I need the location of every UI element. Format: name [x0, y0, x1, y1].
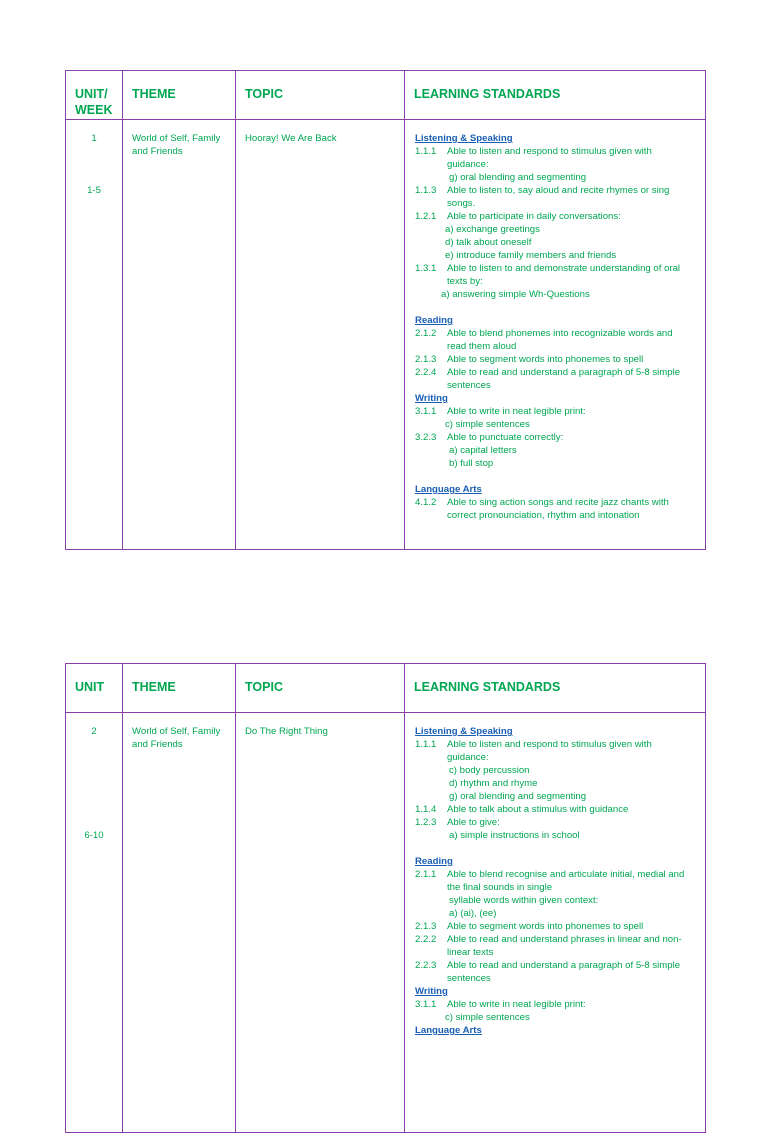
standard-item [415, 933, 701, 946]
standard-subitem: d) rhythm and rhyme [449, 778, 538, 789]
standard-item [415, 959, 701, 972]
spacer [415, 842, 701, 855]
standard-item [415, 816, 701, 829]
standard-continuation: guidance: [447, 159, 489, 170]
standard-item [415, 920, 701, 933]
standard-text: Able to read and understand a paragraph of 5-8 simple [447, 960, 681, 971]
header-standards: LEARNING STANDARDS [414, 87, 561, 101]
topic-text: Hooray! We Are Back [245, 133, 337, 144]
standard-number: 4.1.2 [415, 497, 437, 508]
header-standards-cell [405, 664, 706, 713]
standard-text: Able to blend recognise and articulate initial, medial and [447, 869, 685, 880]
header-unit: UNIT [75, 680, 105, 694]
standard-item [415, 327, 701, 340]
standard-text: Able to write in neat legible print: [447, 999, 586, 1010]
standards-cell [405, 120, 706, 550]
standard-item [415, 184, 701, 197]
header-standards-cell [405, 71, 706, 120]
header-topic: TOPIC [245, 87, 283, 101]
theme-line: World of Self, Family [132, 726, 221, 737]
section-heading: Language Arts [415, 1025, 482, 1036]
topic-text: Do The Right Thing [245, 726, 328, 737]
standard-item [415, 496, 701, 509]
standard-subitem: a) (ai), (ee) [449, 908, 497, 919]
spacer [415, 301, 701, 314]
unit-cell [66, 120, 123, 550]
standard-subitem: b) full stop [449, 458, 494, 469]
standard-number: 3.2.3 [415, 432, 437, 443]
spacer [415, 470, 701, 483]
unit-table-1 [65, 70, 706, 550]
standard-text: Able to write in neat legible print: [447, 406, 586, 417]
standards-list [415, 132, 701, 522]
standard-item [415, 431, 701, 444]
standard-continuation: guidance: [447, 752, 489, 763]
standard-subitem: g) oral blending and segmenting [449, 172, 587, 183]
standard-text: Able to listen to and demonstrate understanding of oral [447, 263, 681, 274]
standard-subitem: g) oral blending and segmenting [449, 791, 587, 802]
section-heading: Writing [415, 986, 448, 997]
standard-number: 1.3.1 [415, 263, 437, 274]
unit-cell [66, 713, 123, 1133]
section-heading: Reading [415, 856, 453, 867]
standard-number: 2.1.3 [415, 354, 437, 365]
header-topic: TOPIC [245, 680, 283, 694]
header-unit-week [66, 71, 123, 120]
header-topic-cell [236, 664, 405, 713]
standard-text: Able to listen and respond to stimulus given with [447, 146, 652, 157]
header-standards: LEARNING STANDARDS [414, 680, 561, 694]
standard-number: 1.2.3 [415, 817, 437, 828]
standard-text: Able to segment words into phonemes to spell [447, 921, 644, 932]
standard-number: 1.2.1 [415, 211, 437, 222]
standard-number: 3.1.1 [415, 406, 437, 417]
standard-item [415, 366, 701, 379]
standard-item [415, 803, 701, 816]
standard-continuation: sentences [447, 380, 491, 391]
standard-subitem: c) body percussion [449, 765, 530, 776]
header-week: WEEK [75, 103, 113, 117]
standard-item [415, 353, 701, 366]
standard-text: Able to segment words into phonemes to spell [447, 354, 644, 365]
standard-text: Able to give: [447, 817, 500, 828]
theme-line: and Friends [132, 146, 183, 157]
standard-continuation: songs. [447, 198, 476, 209]
standard-item [415, 145, 701, 158]
section-heading: Writing [415, 393, 448, 404]
standard-subitem: a) exchange greetings [445, 224, 540, 235]
theme-line: World of Self, Family [132, 133, 221, 144]
standard-number: 2.1.1 [415, 869, 437, 880]
topic-cell [236, 713, 405, 1133]
standard-text: Able to read and understand a paragraph of 5-8 simple [447, 367, 681, 378]
unit-number: 2 [91, 726, 97, 737]
standard-number: 1.1.1 [415, 146, 437, 157]
week-range: 1-5 [87, 185, 101, 196]
standard-subitem: d) talk about oneself [445, 237, 532, 248]
standard-number: 1.1.1 [415, 739, 437, 750]
standard-subitem: a) answering simple Wh-Questions [441, 289, 590, 300]
standard-continuation: correct pronounciation, rhythm and intonation [447, 510, 640, 521]
standard-number: 1.1.4 [415, 804, 437, 815]
standard-number: 1.1.3 [415, 185, 437, 196]
header-theme: THEME [132, 87, 176, 101]
standard-number: 2.1.2 [415, 328, 437, 339]
section-heading: Reading [415, 315, 453, 326]
theme-line: and Friends [132, 739, 183, 750]
section-heading: Listening & Speaking [415, 726, 513, 737]
standard-item [415, 998, 701, 1011]
standard-subitem: c) simple sentences [445, 1012, 530, 1023]
standard-item [415, 262, 701, 275]
week-range: 6-10 [84, 830, 104, 841]
standards-cell [405, 713, 706, 1133]
standard-item [415, 868, 701, 881]
header-unit-cell [66, 664, 123, 713]
standard-continuation: sentences [447, 973, 491, 984]
standard-subitem: c) simple sentences [445, 419, 530, 430]
standard-text: Able to sing action songs and recite jazz chants with [447, 497, 669, 508]
header-theme: THEME [132, 680, 176, 694]
standard-item [415, 210, 701, 223]
standard-number: 2.2.3 [415, 960, 437, 971]
header-unit: UNIT/ [75, 87, 108, 101]
header-theme-cell [123, 664, 236, 713]
section-heading: Language Arts [415, 484, 482, 495]
standard-number: 2.1.3 [415, 921, 437, 932]
unit-number: 1 [91, 133, 97, 144]
standard-continuation: read them aloud [447, 341, 517, 352]
standard-continuation: the final sounds in single [447, 882, 553, 893]
topic-cell [236, 120, 405, 550]
standard-subitem: a) capital letters [449, 445, 517, 456]
standard-text: Able to read and understand phrases in linear and non- [447, 934, 682, 945]
header-theme-cell [123, 71, 236, 120]
standard-text: Able to participate in daily conversations: [447, 211, 621, 222]
standard-subitem: syllable words within given context: [449, 895, 599, 906]
standard-text: Able to blend phonemes into recognizable words and [447, 328, 673, 339]
standard-number: 2.2.2 [415, 934, 437, 945]
theme-cell [123, 120, 236, 550]
section-heading: Listening & Speaking [415, 133, 513, 144]
standard-text: Able to talk about a stimulus with guidance [447, 804, 629, 815]
standard-continuation: linear texts [447, 947, 494, 958]
unit-table-2 [65, 663, 706, 1133]
standard-text: Able to listen to, say aloud and recite rhymes or sing [447, 185, 670, 196]
theme-cell [123, 713, 236, 1133]
standard-number: 3.1.1 [415, 999, 437, 1010]
standard-text: Able to punctuate correctly: [447, 432, 564, 443]
standard-item [415, 738, 701, 751]
standard-text: Able to listen and respond to stimulus given with [447, 739, 652, 750]
standard-subitem: e) introduce family members and friends [445, 250, 617, 261]
standard-subitem: a) simple instructions in school [449, 830, 580, 841]
standard-number: 2.2.4 [415, 367, 437, 378]
standard-continuation: texts by: [447, 276, 483, 287]
standard-item [415, 405, 701, 418]
standards-list [415, 725, 701, 1037]
header-topic-cell [236, 71, 405, 120]
